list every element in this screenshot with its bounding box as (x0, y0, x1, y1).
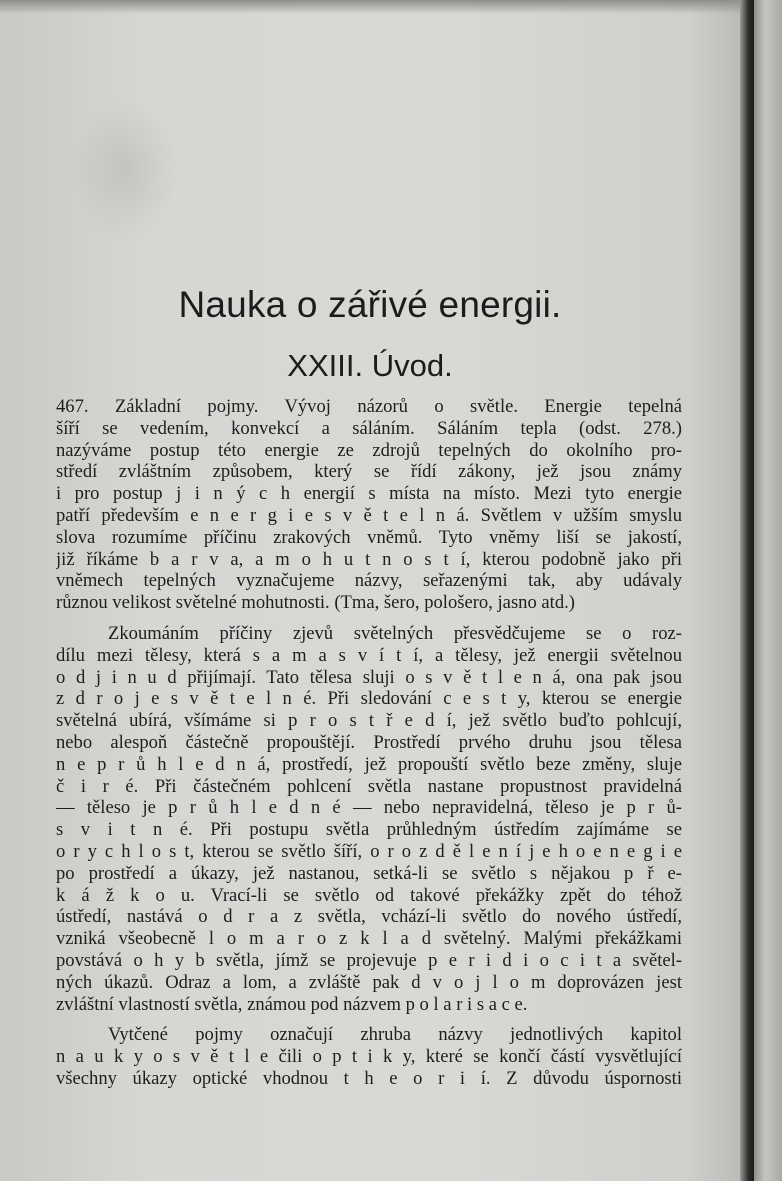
text-line: z d r o j e s v ě t e l n é. Při sledování c e s t y, kterou se energie (56, 688, 682, 710)
text-line: Vytčené pojmy označují zhruba názvy jednotlivých kapitol (108, 1024, 682, 1046)
text-line: nebo alespoň částečně propouštějí. Prostředí prvého druhu jsou tělesa (56, 731, 682, 753)
ink-bleed-through (70, 100, 180, 240)
text-line: nazýváme postup této energie ze zdrojů tepelných do okolního pro- (56, 439, 682, 461)
text-line: různou velikost světelné mohutnosti. (Tma, šero, pološero, jasno atd.) (56, 592, 575, 614)
text-line: — těleso je p r ů h l e d n é — nebo nepravidelná, těleso je p r ů- (56, 797, 682, 819)
text-line: již říkáme b a r v a, a m o h u t n o s t í, kterou podobně jako při (56, 548, 682, 570)
paragraph-2 (56, 623, 682, 1015)
text-line: středí zvláštním způsobem, který se řídí zákony, jež jsou známy (56, 461, 682, 483)
text-line: č i r é. Při částečném pohlcení světla nastane propustnost pravidelná (56, 775, 682, 797)
book-spine (740, 0, 754, 1181)
text-line: k á ž k o u. Vrací-li se světlo od takové překážky zpět do téhož (56, 884, 682, 906)
text-line: šíří se vedením, konvekcí a sáláním. Sáláním tepla (odst. 278.) (56, 417, 682, 439)
text-line: o d j i n u d přijímají. Tato tělesa sluji o s v ě t l e n á, ona pak jsou (56, 666, 682, 688)
body-text (56, 396, 682, 1090)
text-line: světelná ubírá, všímáme si p r o s t ř e d í, jež světlo buďto pohlcují, (56, 710, 682, 732)
text-line: vněmech tepelných vyznačujeme názvy, seřazenými tak, aby udávaly (56, 570, 682, 592)
text-line: i pro postup j i n ý c h energií s místa na místo. Mezi tyto energie (56, 483, 682, 505)
paragraph-1 (56, 396, 682, 614)
text-line: n a u k y o s v ě t l e čili o p t i k y, které se končí částí vysvětlující (56, 1046, 682, 1068)
text-line: n e p r ů h l e d n á, prostředí, jež propouští světlo beze změny, sluje (56, 753, 682, 775)
text-line: povstává o h y b světla, jímž se projevuje p e r i d i o c i t a světel- (56, 949, 682, 971)
text-line: po prostředí a úkazy, jež nastanou, setká-li se světlo s nějakou p ř e- (56, 862, 682, 884)
text-line: všechny úkazy optické vhodnou t h e o r i í. Z důvodu úspornosti (56, 1067, 682, 1089)
text-line: patří především e n e r g i e s v ě t e l n á. Světlem v užším smyslu (56, 504, 682, 526)
text-line: vzniká všeobecně l o m a r o z k l a d světelný. Malými překážkami (56, 928, 682, 950)
paragraph-3 (56, 1024, 682, 1089)
chapter-title: Nauka o zářivé energii. (178, 284, 562, 325)
text-line: Zkoumáním příčiny zjevů světelných přesvědčujeme se o roz- (108, 622, 682, 644)
text-line: ústředí, nastává o d r a z světla, vchází-li světlo do nového ústředí, (56, 906, 682, 928)
text-line: dílu mezi tělesy, která s a m a s v í t í, a tělesy, jež energii světelnou (56, 644, 682, 666)
page-edge (754, 0, 782, 1181)
text-line: slova rozumíme příčinu zrakových vněmů. Tyto vněmy liší se jakostí, (56, 526, 682, 548)
page-top-shadow (0, 0, 748, 14)
text-line: s v i t n é. Při postupu světla průhledným ústředím zajímáme se (56, 819, 682, 841)
text-line: ných úkazů. Odraz a lom, a zvláště pak d v o j l o m doprovázen jest (56, 971, 682, 993)
text-line: zvláštní vlastností světla, známou pod názvem p o l a r i s a c e. (56, 993, 528, 1015)
text-line: 467. Základní pojmy. Vývoj názorů o světle. Energie tepelná (56, 396, 682, 417)
section-title: XXIII. Úvod. (287, 348, 453, 383)
text-line: o r y c h l o s t, kterou se světlo šíří, o r o z d ě l e n í j e h o e n e g i e (56, 840, 682, 862)
